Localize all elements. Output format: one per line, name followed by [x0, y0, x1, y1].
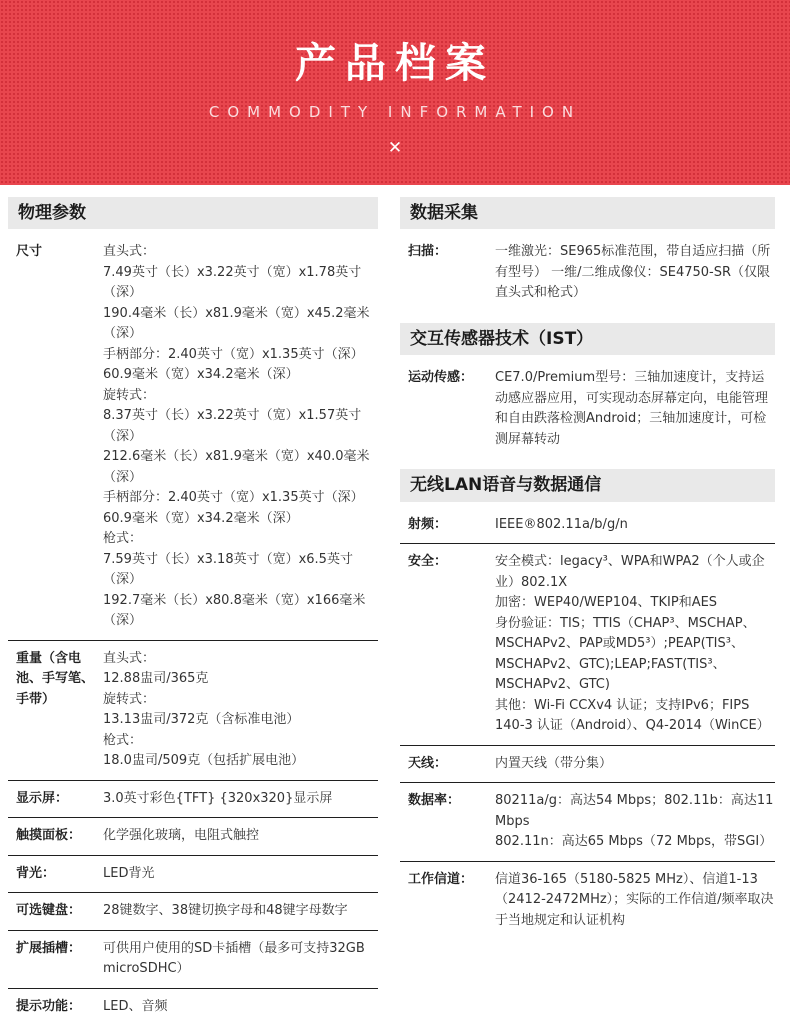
spec-value [495, 515, 775, 536]
spec-value [495, 552, 775, 737]
spec-value-line: 直头式： [103, 244, 156, 260]
spec-row [400, 782, 775, 861]
spec-value-line: 13.13盅司/372克（含标准电池） [103, 712, 300, 728]
spec-value [495, 791, 775, 853]
spec-value [103, 826, 378, 847]
spec-value-line: 一维激光：SE965标准范围，带自适应扫描（所有型号） 一维/二维成像仪：SE4750-SR（仅限直头式和枪式） [495, 244, 771, 301]
spec-value-line: 60.9毫米（宽）x34.2毫米（深） [103, 510, 299, 526]
page-subtitle: COMMODITY INFORMATION [208, 103, 582, 122]
spec-row [8, 930, 378, 988]
spec-label: 安全： [408, 554, 448, 570]
spec-value-line: LED背光 [103, 865, 155, 881]
spec-value-line: 12.88盅司/365克 [103, 671, 209, 687]
spec-row [400, 507, 775, 544]
left-column [8, 197, 378, 1025]
spec-value-line: 旋转式： [103, 387, 156, 403]
spec-value-line: 身份验证：TIS；TTIS（CHAP³、MSCHAP、MSCHAPv2、PAP或MD5³）;PEAP(TIS³、MSCHAPv2、GTC);LEAP;FAST(TIS³、MSCHAPv2、GTC) [495, 615, 756, 693]
banner [0, 0, 790, 185]
spec-row [400, 543, 775, 745]
spec-value [103, 997, 378, 1018]
spec-value [103, 789, 378, 810]
spec-row [400, 861, 775, 940]
spec-value-line: 手柄部分：2.40英寸（宽）x1.35英寸（深） [103, 490, 364, 506]
spec-value-line: 信道36-165（5180-5825 MHz）、信道1-13（2412-2472MHz）；实际的工作信道/频率取决于当地规定和认证机构 [495, 871, 774, 928]
page-title: 产品档案 [295, 39, 495, 87]
spec-label: 提示功能： [16, 998, 82, 1014]
spec-value-line: 212.6毫米（长）x81.9毫米（宽）x40.0毫米（深） [103, 449, 370, 485]
spec-value-line: 可供用户使用的SD卡插槽（最多可支持32GB microSDHC） [103, 940, 365, 977]
spec-label: 显示屏： [16, 790, 69, 806]
spec-label: 射频： [408, 516, 448, 532]
spec-value-line: CE7.0/Premium型号：三轴加速度计，支持运动感应器应用，可实现动态屏幕定向，电能管理和自由跌落检测Android；三轴加速度计，可检测屏幕转动 [495, 370, 769, 447]
spec-row [400, 234, 775, 312]
spec-row [8, 817, 378, 855]
spec-value-line: 内置天线（带分集） [495, 755, 613, 771]
spec-label: 可选键盘： [16, 903, 82, 919]
spec-value-line: 其他：Wi-Fi CCXv4 认证；支持IPv6；FIPS 140-3 认证（Android）、Q4-2014（WinCE） [495, 697, 770, 734]
spec-row [8, 988, 378, 1025]
spec-value-line: LED、音频 [103, 998, 168, 1014]
spec-value [103, 939, 378, 980]
section-header: 数据采集 [400, 197, 775, 229]
spec-value-line: 安全模式：legacy³、WPA和WPA2（个人或企业）802.1X [495, 554, 765, 590]
spec-value-line: 化学强化玻璃，电阻式触控 [103, 828, 260, 844]
spec-row [400, 360, 775, 458]
spec-value-line: IEEE®802.11a/b/g/n [495, 516, 628, 532]
spec-value [103, 901, 378, 922]
spec-label: 数据率： [408, 793, 461, 809]
spec-value-line: 192.7毫米（长）x80.8毫米（宽）x166毫米（深） [103, 592, 366, 629]
spec-value-line: 手柄部分：2.40英寸（宽）x1.35英寸（深） [103, 346, 364, 362]
section-header: 物理参数 [8, 197, 378, 229]
spec-value-line: 80211a/g：高达54 Mbps；802.11b：高达11 Mbps [495, 793, 774, 829]
spec-row [8, 640, 378, 780]
spec-label: 天线： [408, 755, 448, 771]
spec-row [8, 892, 378, 930]
spec-value [495, 242, 775, 304]
spec-label: 扩展插槽： [16, 940, 82, 956]
spec-value-line: 190.4毫米（长）x81.9毫米（宽）x45.2毫米（深） [103, 305, 370, 342]
spec-value-line: 60.9毫米（宽）x34.2毫米（深） [103, 367, 299, 383]
spec-label: 工作信道： [408, 871, 474, 887]
spec-label: 尺寸 [16, 244, 43, 260]
spec-value [103, 242, 378, 632]
spec-label: 重量（含电池、手写笔、手带） [16, 650, 95, 707]
spec-value-line: 旋转式： [103, 691, 156, 707]
spec-value-line: 加密：WEP40/WEP104、TKIP和AES [495, 595, 718, 611]
spec-row [8, 234, 378, 640]
section-header: 无线LAN语音与数据通信 [400, 469, 775, 501]
spec-value-line: 18.0盅司/509克（包括扩展电池） [103, 753, 305, 769]
spec-value-line: 7.59英寸（长）x3.18英寸（宽）x6.5英寸（深） [103, 551, 353, 588]
x-mark-icon: ✕ [387, 138, 403, 159]
spec-value-line: 8.37英寸（长）x3.22英寸（宽）x1.57英寸（深） [103, 408, 362, 444]
spec-value [495, 754, 775, 775]
spec-value [103, 864, 378, 885]
spec-value [495, 368, 775, 450]
spec-row [8, 780, 378, 818]
spec-label: 触摸面板： [16, 828, 82, 844]
spec-label: 背光： [16, 865, 56, 881]
spec-value-line: 枪式： [103, 531, 143, 547]
spec-value-line: 直头式： [103, 650, 156, 666]
spec-value-line: 7.49英寸（长）x3.22英寸（宽）x1.78英寸（深） [103, 264, 362, 301]
spec-value [103, 649, 378, 772]
spec-label: 运动传感： [408, 370, 474, 386]
spec-row [400, 745, 775, 783]
right-column [400, 197, 775, 1025]
spec-value-line: 28键数字、38键切换字母和48键字母数字 [103, 903, 348, 919]
spec-label: 扫描： [408, 244, 448, 260]
spec-value-line: 802.11n：高达65 Mbps（72 Mbps，带SGI） [495, 834, 773, 850]
section-header: 交互传感器技术（IST） [400, 323, 775, 355]
spec-row [8, 855, 378, 893]
spec-value-line: 3.0英寸彩色{TFT} {320x320}显示屏 [103, 790, 333, 806]
spec-content [0, 185, 790, 1025]
spec-value-line: 枪式： [103, 732, 143, 748]
spec-value [495, 870, 775, 932]
